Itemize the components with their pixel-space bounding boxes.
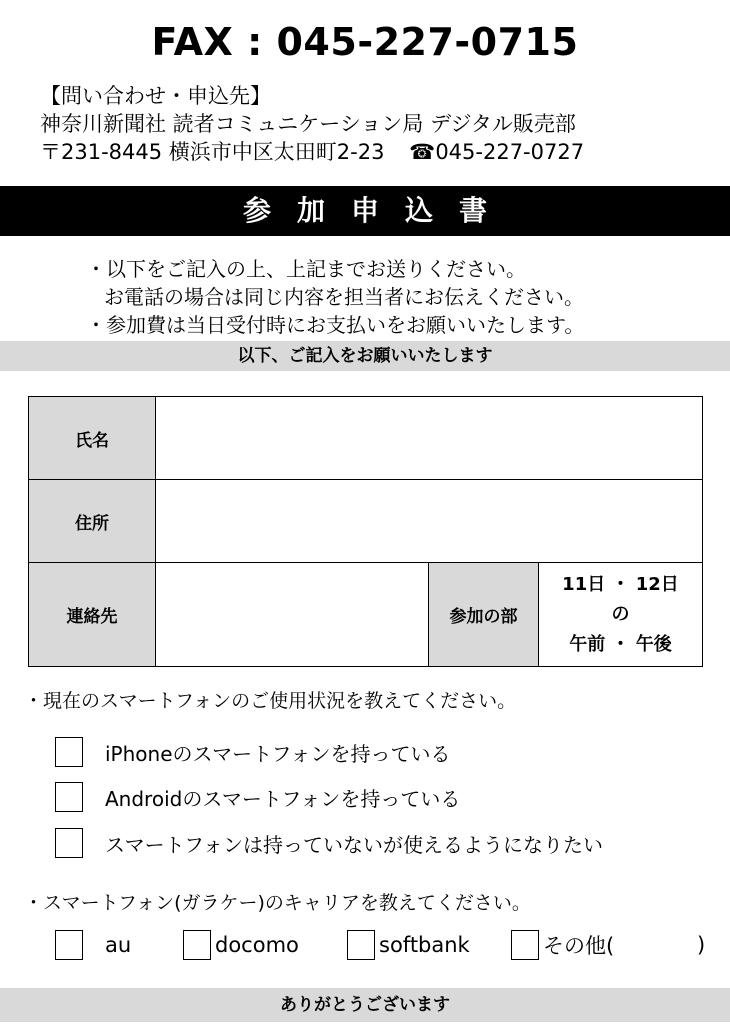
carrier-softbank[interactable] [347,930,470,960]
entry-table [28,396,703,667]
carrier-label: au [105,933,132,957]
option-android[interactable] [55,782,460,812]
name-field[interactable] [156,397,703,480]
carrier-au[interactable] [55,930,131,960]
option-iphone[interactable] [55,737,451,767]
option-label: Androidのスマートフォンを持っている [105,786,461,811]
thank-you-bar: ありがとうございます [0,988,730,1022]
contact-label: 連絡先 [29,563,156,667]
form-title: 参加申込書 [0,186,730,236]
note-3: ・参加費は当日受付時にお支払いをお願いいたします。 [86,313,585,337]
checkbox-android[interactable] [55,782,83,812]
question-smartphone-usage: ・現在のスマートフォンのご使用状況を教えてください。 [24,690,517,712]
carrier-docomo[interactable] [183,930,299,960]
option-no-smartphone[interactable] [55,828,603,858]
name-label: 氏名 [29,397,156,480]
postal-address: 〒231-8445 横浜市中区太田町2-23 [40,140,385,164]
note-1: ・以下をご記入の上、上記までお送りください。 [86,257,526,281]
carrier-label: その他( [543,934,615,958]
checkbox-no-smartphone[interactable] [55,828,83,858]
address-line [40,138,584,166]
phone-number: 045-227-0727 [435,140,585,164]
session-label: 参加の部 [429,563,539,667]
session-no: の [611,603,630,625]
fax-number-title: FAX : 045-227-0715 [151,20,579,64]
carrier-label: docomo [215,933,299,957]
session-days: 11日 ・ 12日 [562,573,679,595]
option-label: スマートフォンは持っていないが使えるようになりたい [105,832,603,857]
checkbox-docomo[interactable] [183,930,211,960]
phone-icon: ☎ [409,140,436,164]
fill-in-bar: 以下、ご記入をお願いいたします [0,341,730,371]
session-choice[interactable] [539,563,703,667]
checkbox-au[interactable] [55,930,83,960]
inquiry-heading: 【問い合わせ・申込先】 [40,84,271,108]
instructions [86,255,584,339]
carrier-label: softbank [379,933,470,957]
carrier-other[interactable] [511,930,614,960]
organization-name: 神奈川新聞社 読者コミュニケーション局 デジタル販売部 [40,112,576,136]
address-label: 住所 [29,480,156,563]
other-close-paren: ) [697,933,706,957]
session-times: 午前 ・ 午後 [569,633,672,655]
note-2: お電話の場合は同じ内容を担当者にお伝えください。 [104,285,584,309]
option-label: iPhoneのスマートフォンを持っている [105,741,451,766]
question-carrier: ・スマートフォン(ガラケー)のキャリアを教えてください。 [24,892,531,914]
contact-block [40,82,584,166]
address-field[interactable] [156,480,703,563]
checkbox-iphone[interactable] [55,737,83,767]
checkbox-other[interactable] [511,930,539,960]
contact-field[interactable] [156,563,429,667]
checkbox-softbank[interactable] [347,930,375,960]
